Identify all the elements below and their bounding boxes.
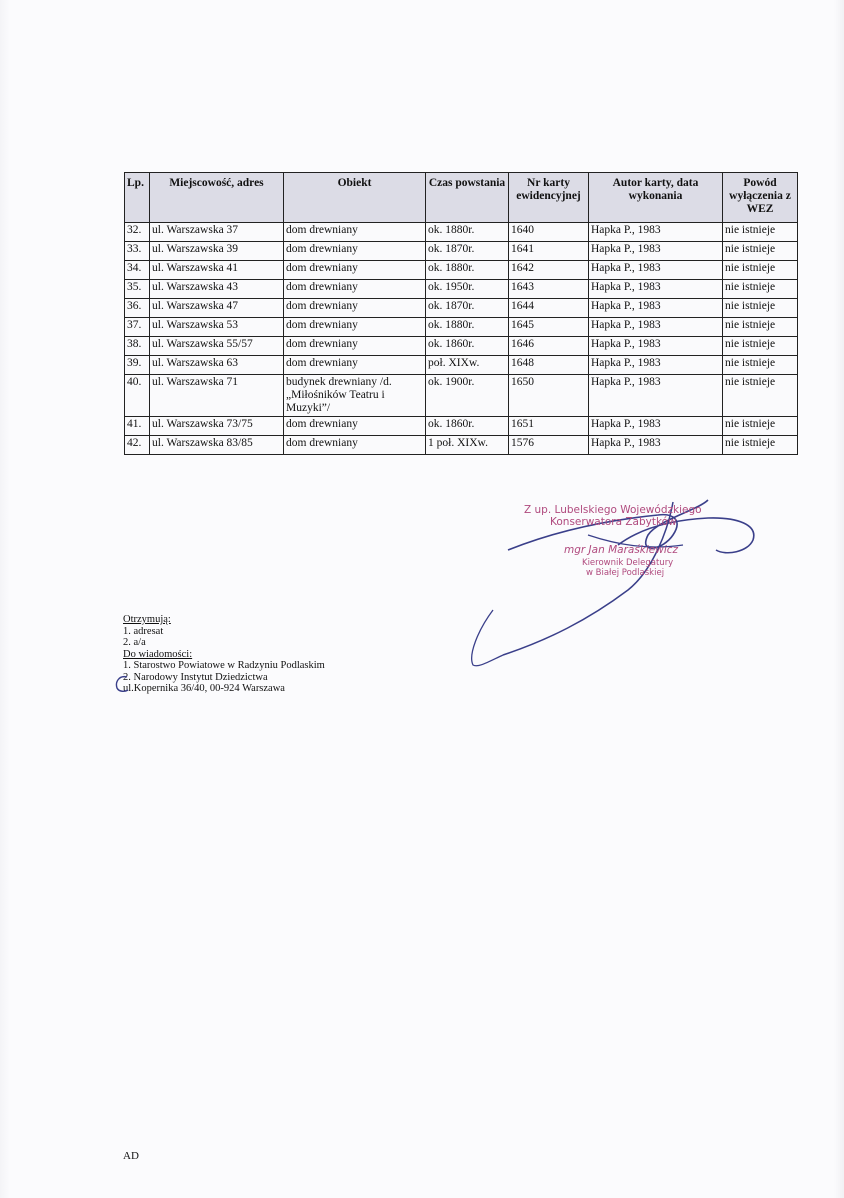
table-cell: ok. 1880r. <box>426 318 509 337</box>
table-cell: dom drewniany <box>284 356 426 375</box>
cc-item: 2. Narodowy Instytut Dziedzictwa <box>123 671 268 683</box>
table-cell: nie istnieje <box>723 299 798 318</box>
cc-item: ul.Kopernika 36/40, 00-924 Warszawa <box>123 683 285 694</box>
recipients-block <box>123 614 325 695</box>
table-cell: ok. 1860r. <box>426 417 509 436</box>
table-cell: Hapka P., 1983 <box>589 242 723 261</box>
table-cell: nie istnieje <box>723 261 798 280</box>
column-header: Nr karty ewidencyjnej <box>509 173 589 223</box>
table-cell: 1643 <box>509 280 589 299</box>
column-header: Autor karty, data wykonania <box>589 173 723 223</box>
table-cell: ok. 1870r. <box>426 299 509 318</box>
table-cell: ok. 1900r. <box>426 375 509 417</box>
table-cell: 1641 <box>509 242 589 261</box>
table-cell: ul. Warszawska 53 <box>150 318 284 337</box>
table-cell: nie istnieje <box>723 337 798 356</box>
table-cell: 40. <box>125 375 150 417</box>
table-cell: Hapka P., 1983 <box>589 337 723 356</box>
table-cell: nie istnieje <box>723 223 798 242</box>
table-row <box>125 223 798 242</box>
table-cell: ok. 1950r. <box>426 280 509 299</box>
table-cell: 1 poł. XIXw. <box>426 436 509 455</box>
table-cell: ul. Warszawska 37 <box>150 223 284 242</box>
table-cell: 36. <box>125 299 150 318</box>
table-cell: 33. <box>125 242 150 261</box>
table-cell: 1651 <box>509 417 589 436</box>
table-cell: 35. <box>125 280 150 299</box>
table-cell: 1640 <box>509 223 589 242</box>
table-cell: 1646 <box>509 337 589 356</box>
table-cell: 38. <box>125 337 150 356</box>
otrzymuja-label: Otrzymują: <box>123 614 171 625</box>
table-cell: nie istnieje <box>723 417 798 436</box>
stamp-line-4: Kierownik Delegatury <box>582 558 674 568</box>
table-cell: dom drewniany <box>284 280 426 299</box>
column-header: Lp. <box>125 173 150 223</box>
table-row <box>125 375 798 417</box>
table-cell: Hapka P., 1983 <box>589 318 723 337</box>
table-cell: Hapka P., 1983 <box>589 261 723 280</box>
table-row <box>125 242 798 261</box>
table-cell: ok. 1880r. <box>426 261 509 280</box>
table-row <box>125 436 798 455</box>
table-row <box>125 318 798 337</box>
table-cell: nie istnieje <box>723 280 798 299</box>
table-cell: ul. Warszawska 41 <box>150 261 284 280</box>
table-cell: ul. Warszawska 63 <box>150 356 284 375</box>
table-cell: 42. <box>125 436 150 455</box>
table-body <box>125 223 798 455</box>
do-wiadomosci-label: Do wiadomości: <box>123 648 193 660</box>
stamp-line-3: mgr Jan Maraśkiewicz <box>564 544 679 556</box>
table-cell: Hapka P., 1983 <box>589 417 723 436</box>
table-cell: dom drewniany <box>284 436 426 455</box>
stamp-line-5: w Białej Podlaskiej <box>586 568 665 578</box>
table-cell: ul. Warszawska 39 <box>150 242 284 261</box>
stamp-line-2: Konserwatora Zabytków <box>550 516 677 528</box>
table-cell: nie istnieje <box>723 436 798 455</box>
table-cell: Hapka P., 1983 <box>589 375 723 417</box>
table-cell: budynek drewniany /d. „Miłośników Teatru i Muzyki”/ <box>284 375 426 417</box>
column-header: Powód wyłączenia z WEZ <box>723 173 798 223</box>
stamp-line-1: Z up. Lubelskiego Wojewódzkiego <box>524 504 702 516</box>
table-cell: 1650 <box>509 375 589 417</box>
table-row <box>125 417 798 436</box>
table-cell: Hapka P., 1983 <box>589 436 723 455</box>
official-stamp <box>468 490 768 670</box>
table-cell: nie istnieje <box>723 356 798 375</box>
table-cell: dom drewniany <box>284 223 426 242</box>
table-row <box>125 261 798 280</box>
table-row <box>125 337 798 356</box>
handwritten-mark-icon <box>113 674 131 694</box>
table-cell: ul. Warszawska 83/85 <box>150 436 284 455</box>
table-cell: ul. Warszawska 71 <box>150 375 284 417</box>
table-header-row <box>125 173 798 223</box>
table-cell: 39. <box>125 356 150 375</box>
table-cell: dom drewniany <box>284 299 426 318</box>
column-header: Obiekt <box>284 173 426 223</box>
table-cell: 1645 <box>509 318 589 337</box>
table-cell: ul. Warszawska 73/75 <box>150 417 284 436</box>
cc-item: 1. Starostwo Powiatowe w Radzyniu Podlaskim <box>123 660 325 671</box>
table-cell: dom drewniany <box>284 318 426 337</box>
recipient-item: 1. adresat <box>123 625 164 637</box>
table-cell: 1644 <box>509 299 589 318</box>
table-cell: poł. XIXw. <box>426 356 509 375</box>
table-cell: ul. Warszawska 43 <box>150 280 284 299</box>
author-initials: AD <box>123 1150 139 1162</box>
table-cell: ul. Warszawska 55/57 <box>150 337 284 356</box>
table-cell: nie istnieje <box>723 242 798 261</box>
table-cell: 34. <box>125 261 150 280</box>
table-cell: 1642 <box>509 261 589 280</box>
table-cell: 32. <box>125 223 150 242</box>
table-cell: 41. <box>125 417 150 436</box>
table-row <box>125 299 798 318</box>
table-cell: dom drewniany <box>284 417 426 436</box>
table-cell: 37. <box>125 318 150 337</box>
register-table <box>124 172 798 455</box>
table-cell: ok. 1870r. <box>426 242 509 261</box>
table-row <box>125 280 798 299</box>
table-cell: Hapka P., 1983 <box>589 299 723 318</box>
column-header: Czas powstania <box>426 173 509 223</box>
table-cell: ul. Warszawska 47 <box>150 299 284 318</box>
table-cell: Hapka P., 1983 <box>589 223 723 242</box>
table-cell: dom drewniany <box>284 261 426 280</box>
table-cell: nie istnieje <box>723 375 798 417</box>
table-row <box>125 356 798 375</box>
table-cell: ok. 1860r. <box>426 337 509 356</box>
table-cell: dom drewniany <box>284 337 426 356</box>
column-header: Miejscowość, adres <box>150 173 284 223</box>
table-cell: dom drewniany <box>284 242 426 261</box>
table-cell: 1576 <box>509 436 589 455</box>
table-cell: ok. 1880r. <box>426 223 509 242</box>
table-cell: 1648 <box>509 356 589 375</box>
table-cell: Hapka P., 1983 <box>589 356 723 375</box>
recipient-item: 2. a/a <box>123 637 146 648</box>
table-cell: Hapka P., 1983 <box>589 280 723 299</box>
table-cell: nie istnieje <box>723 318 798 337</box>
